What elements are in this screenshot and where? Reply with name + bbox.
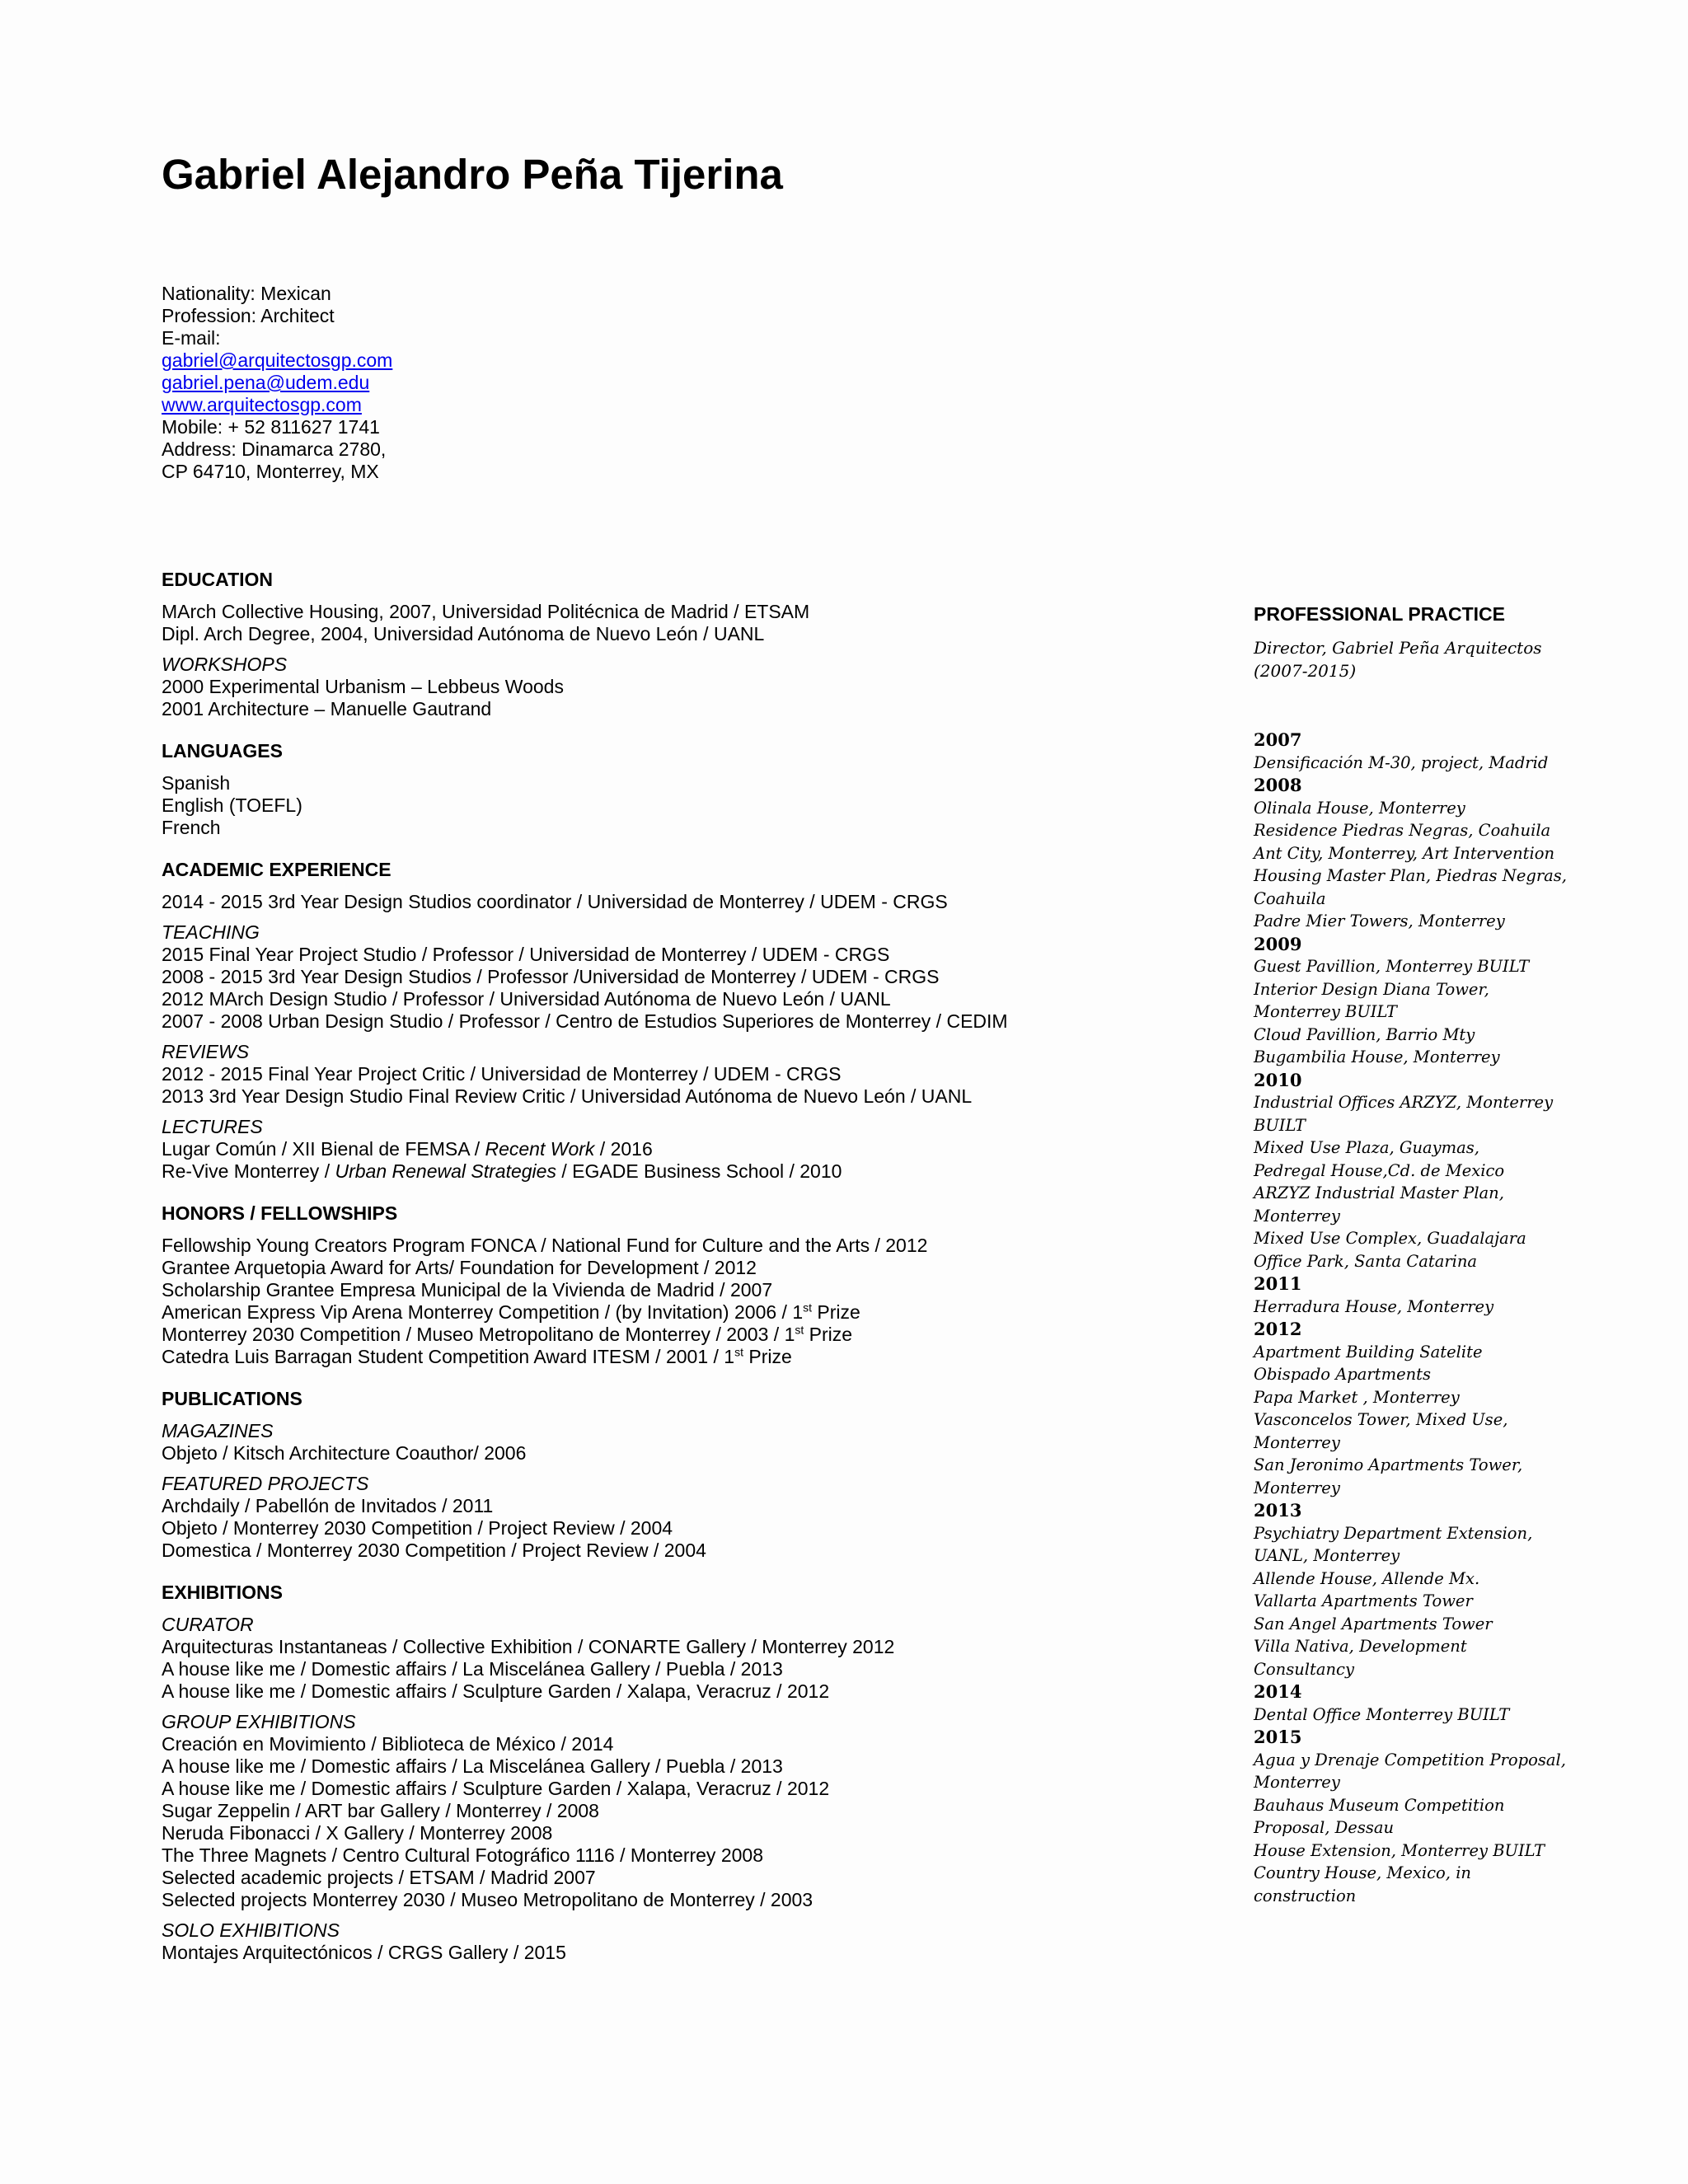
languages-section <box>162 740 1233 839</box>
practice-project: Country House, Mexico, in <box>1254 1863 1471 1882</box>
practice-project: Industrial Offices ARZYZ, Monterrey <box>1254 1093 1554 1112</box>
section-heading: ACADEMIC EXPERIENCE <box>162 859 392 880</box>
list-item: Catedra Luis Barragan Student Competition Award ITESM / 2001 / 1st Prize <box>162 1345 792 1367</box>
practice-year: 2009 <box>1254 933 1302 954</box>
list-item: Domestica / Monterrey 2030 Competition / Project Review / 2004 <box>162 1540 706 1561</box>
section-heading: LANGUAGES <box>162 740 283 762</box>
practice-project: Monterrey BUILT <box>1254 1002 1397 1021</box>
practice-project: Allende House, Allende Mx. <box>1254 1568 1480 1588</box>
list-item: 2014 - 2015 3rd Year Design Studios coordinator / Universidad de Monterrey / UDEM - CRGS <box>162 891 948 912</box>
practice-year: 2015 <box>1254 1727 1302 1747</box>
practice-project: House Extension, Monterrey BUILT <box>1254 1840 1545 1860</box>
practice-project: Proposal, Dessau <box>1254 1818 1395 1837</box>
practice-project: Monterrey <box>1254 1478 1340 1497</box>
practice-project: Obispado Apartments <box>1254 1365 1432 1384</box>
practice-project: Bugambilia House, Monterrey <box>1254 1047 1500 1066</box>
mobile: Mobile: + 52 811627 1741 <box>162 416 380 438</box>
list-item: Selected academic projects / ETSAM / Madrid 2007 <box>162 1867 596 1888</box>
list-item: Scholarship Grantee Empresa Municipal de la Vivienda de Madrid / 2007 <box>162 1279 773 1301</box>
practice-list <box>1254 729 1567 1907</box>
director-note: Director, Gabriel Peña Arquitectos (2007-2015) <box>1254 638 1542 681</box>
section-heading: HONORS / FELLOWSHIPS <box>162 1202 398 1224</box>
address-line-2: CP 64710, Monterrey, MX <box>162 461 379 482</box>
practice-project: Mixed Use Plaza, Guaymas, <box>1254 1138 1479 1157</box>
exhibitions-section <box>162 1582 1233 1964</box>
practice-project: Bauhaus Museum Competition <box>1254 1795 1505 1815</box>
email-link-secondary[interactable]: gabriel.pena@udem.edu <box>162 372 370 393</box>
main-column <box>162 569 1233 1984</box>
list-item: Objeto / Monterrey 2030 Competition / Project Review / 2004 <box>162 1517 673 1539</box>
list-item: 2001 Architecture – Manuelle Gautrand <box>162 698 492 719</box>
practice-project: Dental Office Monterrey BUILT <box>1254 1704 1510 1724</box>
practice-project: Cloud Pavillion, Barrio Mty <box>1254 1024 1475 1044</box>
practice-project: Consultancy <box>1254 1659 1354 1679</box>
practice-year: 2011 <box>1254 1273 1302 1294</box>
list-item: A house like me / Domestic affairs / La Miscelánea Gallery / Puebla / 2013 <box>162 1658 783 1680</box>
list-item: Fellowship Young Creators Program FONCA / National Fund for Culture and the Arts / 2012 <box>162 1235 928 1256</box>
subheading: SOLO EXHIBITIONS <box>162 1919 340 1941</box>
list-item: Montajes Arquitectónicos / CRGS Gallery / 2015 <box>162 1942 566 1963</box>
subheading: FEATURED PROJECTS <box>162 1473 369 1494</box>
practice-year: 2012 <box>1254 1319 1302 1339</box>
practice-project: Residence Piedras Negras, Coahuila <box>1254 821 1551 840</box>
list-item: Neruda Fibonacci / X Gallery / Monterrey 2008 <box>162 1822 553 1844</box>
practice-year: 2010 <box>1254 1069 1302 1090</box>
list-item: A house like me / Domestic affairs / La Miscelánea Gallery / Puebla / 2013 <box>162 1755 783 1777</box>
practice-project: BUILT <box>1254 1115 1306 1135</box>
practice-year: 2007 <box>1254 729 1302 750</box>
practice-project: Monterrey <box>1254 1432 1340 1452</box>
list-item: 2015 Final Year Project Studio / Professor / Universidad de Monterrey / UDEM - CRGS <box>162 944 890 965</box>
subheading: MAGAZINES <box>162 1420 274 1441</box>
list-item: 2012 MArch Design Studio / Professor / Universidad Autónoma de Nuevo León / UANL <box>162 988 891 1010</box>
contact-block <box>162 283 392 483</box>
list-item: French <box>162 817 221 838</box>
list-item: Sugar Zeppelin / ART bar Gallery / Monterrey / 2008 <box>162 1800 599 1821</box>
practice-project: Monterrey <box>1254 1773 1340 1792</box>
list-item: Creación en Movimiento / Biblioteca de México / 2014 <box>162 1733 614 1755</box>
section-heading: EXHIBITIONS <box>162 1582 283 1603</box>
subheading: GROUP EXHIBITIONS <box>162 1711 356 1732</box>
subheading: TEACHING <box>162 921 260 943</box>
practice-project: Monterrey <box>1254 1206 1340 1226</box>
list-item: 2012 - 2015 Final Year Project Critic / Universidad de Monterrey / UDEM - CRGS <box>162 1063 842 1085</box>
practice-project: Villa Nativa, Development <box>1254 1637 1467 1656</box>
list-item: Monterrey 2030 Competition / Museo Metropolitano de Monterrey / 2003 / 1st Prize <box>162 1323 853 1345</box>
practice-project: Padre Mier Towers, Monterrey <box>1254 912 1505 930</box>
list-item: American Express Vip Arena Monterrey Competition / (by Invitation) 2006 / 1st Prize <box>162 1301 860 1323</box>
list-item: The Three Magnets / Centro Cultural Fotográfico 1116 / Monterrey 2008 <box>162 1844 763 1866</box>
practice-year: 2013 <box>1254 1500 1302 1521</box>
subheading: LECTURES <box>162 1116 263 1137</box>
practice-project: Apartment Building Satelite <box>1254 1342 1483 1361</box>
website-link[interactable]: www.arquitectosgp.com <box>162 394 362 415</box>
practice-year: 2008 <box>1254 775 1302 795</box>
subheading: CURATOR <box>162 1614 254 1635</box>
practice-project: Herradura House, Monterrey <box>1254 1296 1494 1316</box>
practice-project: Pedregal House,Cd. de Mexico <box>1254 1160 1505 1180</box>
practice-project: Office Park, Santa Catarina <box>1254 1251 1478 1271</box>
practice-year: 2014 <box>1254 1681 1302 1702</box>
practice-project: Densificación M-30, project, Madrid <box>1254 752 1549 772</box>
nationality: Nationality: Mexican <box>162 283 331 304</box>
list-item: Grantee Arquetopia Award for Arts/ Foundation for Development / 2012 <box>162 1257 757 1278</box>
subheading: WORKSHOPS <box>162 654 288 675</box>
section-heading: PUBLICATIONS <box>162 1388 302 1409</box>
list-item: 2013 3rd Year Design Studio Final Review Critic / Universidad Autónoma de Nuevo León / UANL <box>162 1085 973 1107</box>
education-section <box>162 569 1233 720</box>
practice-project: construction <box>1254 1886 1357 1905</box>
practice-project: Papa Market , Monterrey <box>1254 1387 1460 1407</box>
list-item: 2007 - 2008 Urban Design Studio / Professor / Centro de Estudios Superiores de Monterrey / CEDIM <box>162 1010 1008 1032</box>
practice-project: Coahuila <box>1254 888 1326 908</box>
list-item: Dipl. Arch Degree, 2004, Universidad Autónoma de Nuevo León / UANL <box>162 623 765 644</box>
list-item: Archdaily / Pabellón de Invitados / 2011 <box>162 1495 494 1516</box>
list-item: Lugar Común / XII Bienal de FEMSA / Recent Work / 2016 <box>162 1138 653 1160</box>
list-item: 2008 - 2015 3rd Year Design Studios / Professor /Universidad de Monterrey / UDEM - CRGS <box>162 966 940 987</box>
practice-project: Interior Design Diana Tower, <box>1254 979 1489 999</box>
email-label: E-mail: <box>162 327 221 349</box>
practice-project: ARZYZ Industrial Master Plan, <box>1254 1183 1504 1202</box>
list-item: Re-Vive Monterrey / Urban Renewal Strategies / EGADE Business School / 2010 <box>162 1160 842 1182</box>
practice-project: Housing Master Plan, Piedras Negras, <box>1254 866 1567 885</box>
list-item: Arquitecturas Instantaneas / Collective Exhibition / CONARTE Gallery / Monterrey 2012 <box>162 1636 895 1657</box>
profession: Profession: Architect <box>162 305 335 326</box>
section-heading: PROFESSIONAL PRACTICE <box>1254 603 1505 625</box>
section-heading: EDUCATION <box>162 569 274 590</box>
practice-project: Agua y Drenaje Competition Proposal, <box>1254 1750 1566 1769</box>
page-title: Gabriel Alejandro Peña Tijerina <box>162 151 783 198</box>
publications-section <box>162 1388 1233 1562</box>
email-link-primary[interactable]: gabriel@arquitectosgp.com <box>162 349 393 371</box>
honors-section <box>162 1202 1233 1368</box>
practice-project: Guest Pavillion, Monterrey BUILT <box>1254 957 1530 976</box>
practice-project: Vasconcelos Tower, Mixed Use, <box>1254 1410 1508 1429</box>
list-item: A house like me / Domestic affairs / Sculpture Garden / Xalapa, Veracruz / 2012 <box>162 1778 830 1799</box>
list-item: Objeto / Kitsch Architecture Coauthor/ 2006 <box>162 1442 527 1464</box>
list-item: 2000 Experimental Urbanism – Lebbeus Woods <box>162 676 564 697</box>
list-item: English (TOEFL) <box>162 794 302 816</box>
practice-project: San Jeronimo Apartments Tower, <box>1254 1455 1523 1474</box>
practice-project: Ant City, Monterrey, Art Intervention <box>1254 843 1555 863</box>
subheading: REVIEWS <box>162 1041 250 1062</box>
academic-section <box>162 859 1233 1183</box>
list-item: A house like me / Domestic affairs / Sculpture Garden / Xalapa, Veracruz / 2012 <box>162 1680 830 1702</box>
address-line-1: Address: Dinamarca 2780, <box>162 438 387 460</box>
list-item: Selected projects Monterrey 2030 / Museo Metropolitano de Monterrey / 2003 <box>162 1889 814 1910</box>
practice-project: San Angel Apartments Tower <box>1254 1614 1493 1633</box>
practice-project: Mixed Use Complex, Guadalajara <box>1254 1229 1526 1248</box>
practice-project: Olinala House, Monterrey <box>1254 798 1465 818</box>
practice-column <box>1254 603 1567 1907</box>
practice-project: Psychiatry Department Extension, <box>1254 1523 1533 1543</box>
list-item: Spanish <box>162 772 231 794</box>
list-item: MArch Collective Housing, 2007, Universidad Politécnica de Madrid / ETSAM <box>162 601 810 622</box>
practice-project: UANL, Monterrey <box>1254 1546 1400 1565</box>
practice-project: Vallarta Apartments Tower <box>1254 1591 1473 1610</box>
